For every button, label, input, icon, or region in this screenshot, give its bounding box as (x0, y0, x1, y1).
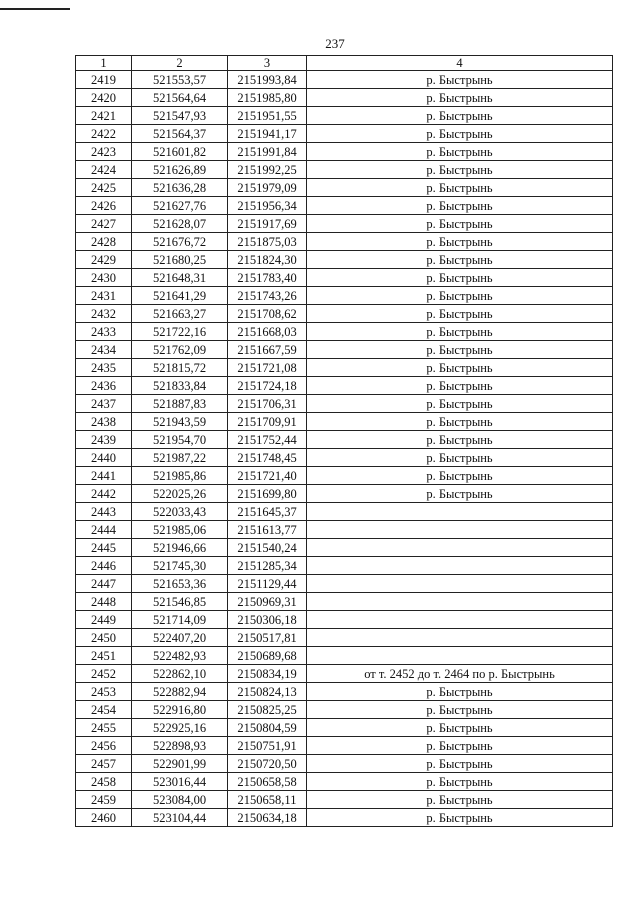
table-row (76, 395, 613, 413)
y-coordinate-cell: 2151721,08 (228, 359, 307, 377)
x-coordinate-cell: 521954,70 (132, 431, 228, 449)
point-number-cell: 2420 (76, 89, 132, 107)
description-cell: р. Быстрынь (307, 323, 613, 341)
table-row (76, 467, 613, 485)
point-number-cell: 2451 (76, 647, 132, 665)
table-row (76, 431, 613, 449)
y-coordinate-cell: 2151752,44 (228, 431, 307, 449)
y-coordinate-cell: 2150804,59 (228, 719, 307, 737)
point-number-cell: 2442 (76, 485, 132, 503)
table-row (76, 413, 613, 431)
description-cell: р. Быстрынь (307, 431, 613, 449)
point-number-cell: 2448 (76, 593, 132, 611)
description-cell: р. Быстрынь (307, 125, 613, 143)
x-coordinate-cell: 521564,64 (132, 89, 228, 107)
description-cell: р. Быстрынь (307, 197, 613, 215)
point-number-cell: 2434 (76, 341, 132, 359)
y-coordinate-cell: 2151985,80 (228, 89, 307, 107)
y-coordinate-cell: 2151667,59 (228, 341, 307, 359)
header-cell-y: 3 (228, 56, 307, 71)
table-row (76, 359, 613, 377)
y-coordinate-cell: 2151540,24 (228, 539, 307, 557)
y-coordinate-cell: 2150720,50 (228, 755, 307, 773)
x-coordinate-cell: 523104,44 (132, 809, 228, 827)
table-row (76, 215, 613, 233)
y-coordinate-cell: 2151783,40 (228, 269, 307, 287)
x-coordinate-cell: 521601,82 (132, 143, 228, 161)
point-number-cell: 2427 (76, 215, 132, 233)
y-coordinate-cell: 2151991,84 (228, 143, 307, 161)
y-coordinate-cell: 2151951,55 (228, 107, 307, 125)
y-coordinate-cell: 2151129,44 (228, 575, 307, 593)
table-row (76, 755, 613, 773)
y-coordinate-cell: 2150634,18 (228, 809, 307, 827)
table-row (76, 611, 613, 629)
page-number: 237 (325, 36, 345, 51)
table-row (76, 197, 613, 215)
table-row (76, 737, 613, 755)
point-number-cell: 2423 (76, 143, 132, 161)
point-number-cell: 2440 (76, 449, 132, 467)
x-coordinate-cell: 522898,93 (132, 737, 228, 755)
description-cell: р. Быстрынь (307, 71, 613, 89)
table-row (76, 629, 613, 647)
description-cell (307, 503, 613, 521)
y-coordinate-cell: 2151645,37 (228, 503, 307, 521)
y-coordinate-cell: 2150825,25 (228, 701, 307, 719)
x-coordinate-cell: 521887,83 (132, 395, 228, 413)
x-coordinate-cell: 521762,09 (132, 341, 228, 359)
x-coordinate-cell: 521833,84 (132, 377, 228, 395)
description-cell: р. Быстрынь (307, 305, 613, 323)
y-coordinate-cell: 2151956,34 (228, 197, 307, 215)
table-row (76, 791, 613, 809)
x-coordinate-cell: 522882,94 (132, 683, 228, 701)
y-coordinate-cell: 2151748,45 (228, 449, 307, 467)
x-coordinate-cell: 521546,85 (132, 593, 228, 611)
x-coordinate-cell: 521985,86 (132, 467, 228, 485)
y-coordinate-cell: 2151706,31 (228, 395, 307, 413)
table-row (76, 125, 613, 143)
header-row (76, 56, 613, 71)
x-coordinate-cell: 521987,22 (132, 449, 228, 467)
point-number-cell: 2445 (76, 539, 132, 557)
description-cell: р. Быстрынь (307, 215, 613, 233)
point-number-cell: 2450 (76, 629, 132, 647)
description-cell (307, 629, 613, 647)
scan-edge-line (0, 8, 70, 10)
table-row (76, 143, 613, 161)
x-coordinate-cell: 522862,10 (132, 665, 228, 683)
point-number-cell: 2431 (76, 287, 132, 305)
point-number-cell: 2452 (76, 665, 132, 683)
table-row (76, 485, 613, 503)
description-cell: р. Быстрынь (307, 143, 613, 161)
header-cell-x: 2 (132, 56, 228, 71)
y-coordinate-cell: 2151613,77 (228, 521, 307, 539)
y-coordinate-cell: 2150824,13 (228, 683, 307, 701)
description-cell: р. Быстрынь (307, 791, 613, 809)
point-number-cell: 2435 (76, 359, 132, 377)
x-coordinate-cell: 521946,66 (132, 539, 228, 557)
point-number-cell: 2457 (76, 755, 132, 773)
x-coordinate-cell: 522901,99 (132, 755, 228, 773)
y-coordinate-cell: 2150689,68 (228, 647, 307, 665)
table-row (76, 179, 613, 197)
point-number-cell: 2447 (76, 575, 132, 593)
coordinates-table (75, 55, 613, 827)
table-header (76, 56, 613, 71)
table-row (76, 593, 613, 611)
table-row (76, 377, 613, 395)
x-coordinate-cell: 521547,93 (132, 107, 228, 125)
point-number-cell: 2421 (76, 107, 132, 125)
x-coordinate-cell: 522033,43 (132, 503, 228, 521)
point-number-cell: 2429 (76, 251, 132, 269)
x-coordinate-cell: 522482,93 (132, 647, 228, 665)
description-cell (307, 611, 613, 629)
description-cell: р. Быстрынь (307, 161, 613, 179)
description-cell: р. Быстрынь (307, 269, 613, 287)
x-coordinate-cell: 521714,09 (132, 611, 228, 629)
x-coordinate-cell: 521985,06 (132, 521, 228, 539)
table-row (76, 161, 613, 179)
table-row (76, 557, 613, 575)
table-row (76, 341, 613, 359)
table-row (76, 89, 613, 107)
table-row (76, 233, 613, 251)
x-coordinate-cell: 522407,20 (132, 629, 228, 647)
description-cell: р. Быстрынь (307, 287, 613, 305)
point-number-cell: 2422 (76, 125, 132, 143)
description-cell: р. Быстрынь (307, 233, 613, 251)
x-coordinate-cell: 522925,16 (132, 719, 228, 737)
table-body (76, 71, 613, 827)
x-coordinate-cell: 521815,72 (132, 359, 228, 377)
table-row (76, 107, 613, 125)
description-cell: р. Быстрынь (307, 395, 613, 413)
y-coordinate-cell: 2151285,34 (228, 557, 307, 575)
point-number-cell: 2437 (76, 395, 132, 413)
x-coordinate-cell: 521628,07 (132, 215, 228, 233)
table-row (76, 449, 613, 467)
description-cell: р. Быстрынь (307, 701, 613, 719)
table-row (76, 647, 613, 665)
point-number-cell: 2454 (76, 701, 132, 719)
description-cell: р. Быстрынь (307, 467, 613, 485)
table-row (76, 503, 613, 521)
point-number-cell: 2424 (76, 161, 132, 179)
y-coordinate-cell: 2150834,19 (228, 665, 307, 683)
x-coordinate-cell: 521648,31 (132, 269, 228, 287)
description-cell (307, 575, 613, 593)
y-coordinate-cell: 2150517,81 (228, 629, 307, 647)
description-cell: р. Быстрынь (307, 89, 613, 107)
description-cell: р. Быстрынь (307, 251, 613, 269)
x-coordinate-cell: 521626,89 (132, 161, 228, 179)
x-coordinate-cell: 521943,59 (132, 413, 228, 431)
table-row (76, 809, 613, 827)
point-number-cell: 2455 (76, 719, 132, 737)
table-row (76, 701, 613, 719)
description-cell: р. Быстрынь (307, 719, 613, 737)
point-number-cell: 2438 (76, 413, 132, 431)
x-coordinate-cell: 521722,16 (132, 323, 228, 341)
table-row (76, 575, 613, 593)
table-row (76, 323, 613, 341)
y-coordinate-cell: 2151709,91 (228, 413, 307, 431)
point-number-cell: 2432 (76, 305, 132, 323)
x-coordinate-cell: 521680,25 (132, 251, 228, 269)
header-cell-point: 1 (76, 56, 132, 71)
x-coordinate-cell: 522025,26 (132, 485, 228, 503)
y-coordinate-cell: 2151941,17 (228, 125, 307, 143)
description-cell: р. Быстрынь (307, 809, 613, 827)
description-cell (307, 593, 613, 611)
description-cell (307, 521, 613, 539)
description-cell: р. Быстрынь (307, 755, 613, 773)
point-number-cell: 2444 (76, 521, 132, 539)
y-coordinate-cell: 2151721,40 (228, 467, 307, 485)
table-row (76, 521, 613, 539)
description-cell: р. Быстрынь (307, 341, 613, 359)
description-cell: р. Быстрынь (307, 485, 613, 503)
point-number-cell: 2433 (76, 323, 132, 341)
point-number-cell: 2430 (76, 269, 132, 287)
table-row (76, 71, 613, 89)
description-cell: р. Быстрынь (307, 179, 613, 197)
x-coordinate-cell: 521641,29 (132, 287, 228, 305)
description-cell: р. Быстрынь (307, 737, 613, 755)
x-coordinate-cell: 521676,72 (132, 233, 228, 251)
y-coordinate-cell: 2151824,30 (228, 251, 307, 269)
x-coordinate-cell: 521653,36 (132, 575, 228, 593)
y-coordinate-cell: 2151979,09 (228, 179, 307, 197)
point-number-cell: 2453 (76, 683, 132, 701)
point-number-cell: 2439 (76, 431, 132, 449)
table-row (76, 665, 613, 683)
header-cell-description: 4 (307, 56, 613, 71)
y-coordinate-cell: 2151992,25 (228, 161, 307, 179)
x-coordinate-cell: 521564,37 (132, 125, 228, 143)
table-row (76, 251, 613, 269)
description-cell (307, 539, 613, 557)
table-row (76, 287, 613, 305)
table-row (76, 305, 613, 323)
x-coordinate-cell: 523084,00 (132, 791, 228, 809)
table-row (76, 683, 613, 701)
point-number-cell: 2443 (76, 503, 132, 521)
x-coordinate-cell: 521636,28 (132, 179, 228, 197)
description-cell: р. Быстрынь (307, 377, 613, 395)
y-coordinate-cell: 2151708,62 (228, 305, 307, 323)
x-coordinate-cell: 523016,44 (132, 773, 228, 791)
y-coordinate-cell: 2151743,26 (228, 287, 307, 305)
table-row (76, 773, 613, 791)
point-number-cell: 2458 (76, 773, 132, 791)
x-coordinate-cell: 521663,27 (132, 305, 228, 323)
description-cell (307, 647, 613, 665)
y-coordinate-cell: 2150658,58 (228, 773, 307, 791)
y-coordinate-cell: 2150306,18 (228, 611, 307, 629)
y-coordinate-cell: 2151875,03 (228, 233, 307, 251)
y-coordinate-cell: 2151993,84 (228, 71, 307, 89)
table-row (76, 719, 613, 737)
x-coordinate-cell: 521553,57 (132, 71, 228, 89)
x-coordinate-cell: 521745,30 (132, 557, 228, 575)
y-coordinate-cell: 2151917,69 (228, 215, 307, 233)
point-number-cell: 2436 (76, 377, 132, 395)
y-coordinate-cell: 2151699,80 (228, 485, 307, 503)
table-row (76, 269, 613, 287)
point-number-cell: 2426 (76, 197, 132, 215)
description-cell: р. Быстрынь (307, 683, 613, 701)
point-number-cell: 2441 (76, 467, 132, 485)
description-cell: р. Быстрынь (307, 413, 613, 431)
y-coordinate-cell: 2150969,31 (228, 593, 307, 611)
point-number-cell: 2425 (76, 179, 132, 197)
x-coordinate-cell: 522916,80 (132, 701, 228, 719)
description-cell: от т. 2452 до т. 2464 по р. Быстрынь (307, 665, 613, 683)
description-cell: р. Быстрынь (307, 107, 613, 125)
y-coordinate-cell: 2150658,11 (228, 791, 307, 809)
point-number-cell: 2428 (76, 233, 132, 251)
description-cell: р. Быстрынь (307, 449, 613, 467)
point-number-cell: 2449 (76, 611, 132, 629)
point-number-cell: 2419 (76, 71, 132, 89)
point-number-cell: 2459 (76, 791, 132, 809)
description-cell (307, 557, 613, 575)
description-cell: р. Быстрынь (307, 359, 613, 377)
x-coordinate-cell: 521627,76 (132, 197, 228, 215)
table-row (76, 539, 613, 557)
point-number-cell: 2456 (76, 737, 132, 755)
description-cell: р. Быстрынь (307, 773, 613, 791)
point-number-cell: 2446 (76, 557, 132, 575)
y-coordinate-cell: 2150751,91 (228, 737, 307, 755)
y-coordinate-cell: 2151724,18 (228, 377, 307, 395)
y-coordinate-cell: 2151668,03 (228, 323, 307, 341)
point-number-cell: 2460 (76, 809, 132, 827)
